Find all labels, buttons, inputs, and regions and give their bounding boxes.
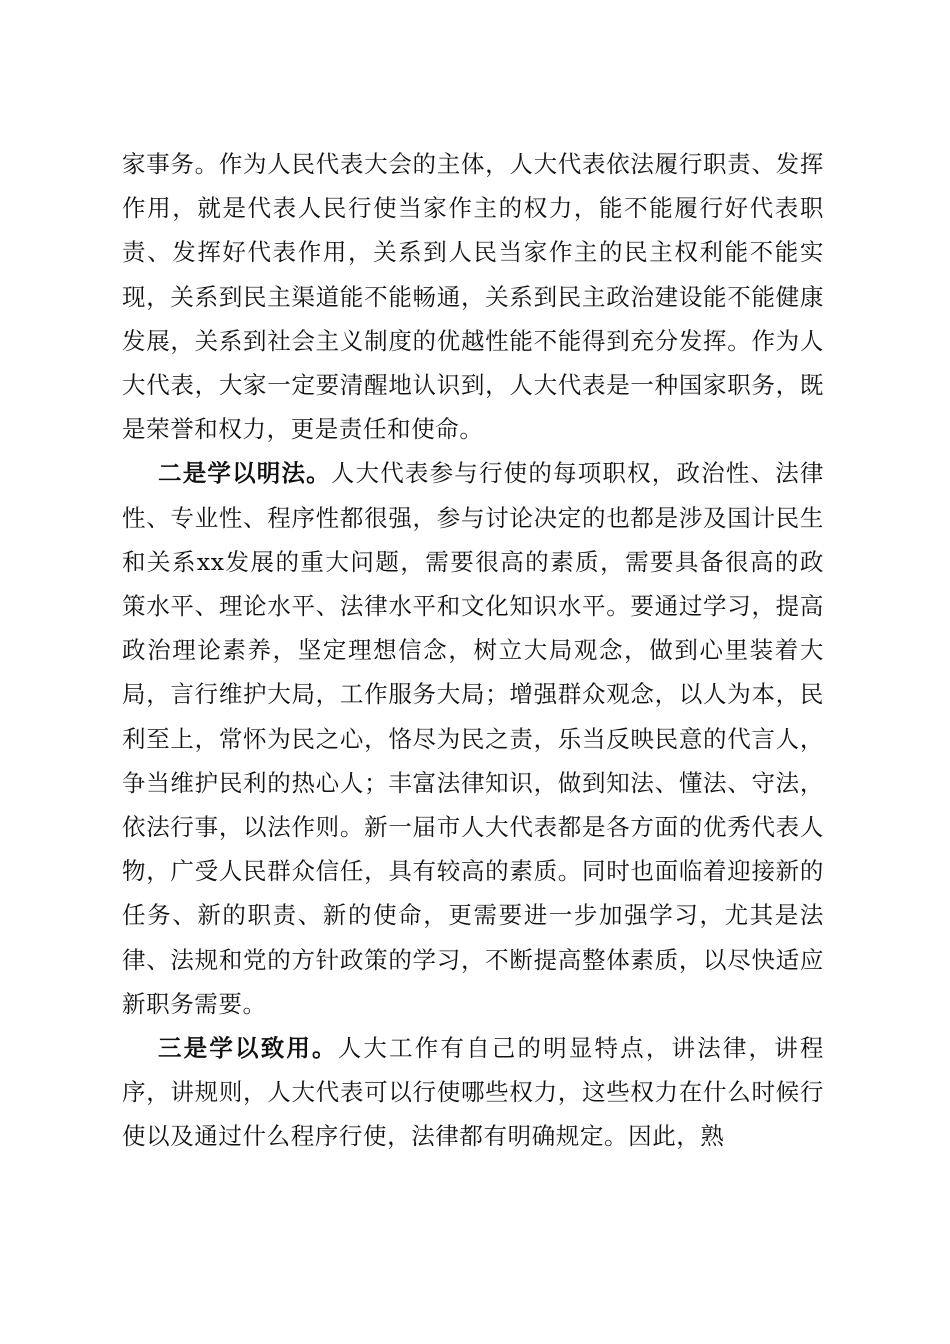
- paragraph-3-text: 人大工作有自己的明显特点，讲法律，讲程序，讲规则，人大代表可以行使哪些权力，这些权力在什么时候行使以及通过什么程序行使，法律都有明确规定。因此，熟: [122, 1034, 824, 1151]
- paragraph-1: [122, 142, 824, 451]
- paragraph-2: [122, 451, 824, 1026]
- paragraph-1-text: 家事务。作为人民代表大会的主体，人大代表依法履行职责、发挥作用，就是代表人民行使当家作主的权力，能不能履行好代表职责、发挥好代表作用，关系到人民当家作主的民主权利能不能实现，关系到民主渠道能不能畅通，关系到民主政治建设能不能健康发展，关系到社会主义制度的优越性能不能得到充分发挥。作为人大代表，大家一定要清醒地认识到，人大代表是一种国家职务，既是荣誉和权力，更是责任和使命。: [122, 150, 824, 444]
- paragraph-3: [122, 1026, 824, 1159]
- document-body: [122, 142, 824, 1159]
- paragraph-3-heading: 三是学以致用。: [158, 1034, 338, 1063]
- paragraph-2-text: 人大代表参与行使的每项职权，政治性、法律性、专业性、程序性都很强，参与讨论决定的也都是涉及国计民生和关系xx发展的重大问题，需要很高的素质，需要具备很高的政策水平、理论水平、法律水平和文化知识水平。要通过学习，提高政治理论素养，坚定理想信念，树立大局观念，做到心里装着大局，言行维护大局，工作服务大局；增强群众观念，以人为本，民利至上，常怀为民之心，恪尽为民之责，乐当反映民意的代言人，争当维护民利的热心人；丰富法律知识，做到知法、懂法、守法，依法行事，以法作则。新一届市人大代表都是各方面的优秀代表人物，广受人民群众信任，具有较高的素质。同时也面临着迎接新的任务、新的职责、新的使命，更需要进一步加强学习，尤其是法律、法规和党的方针政策的学习，不断提高整体素质，以尽快适应新职务需要。: [122, 459, 825, 1018]
- paragraph-2-heading: 二是学以明法。: [158, 459, 331, 488]
